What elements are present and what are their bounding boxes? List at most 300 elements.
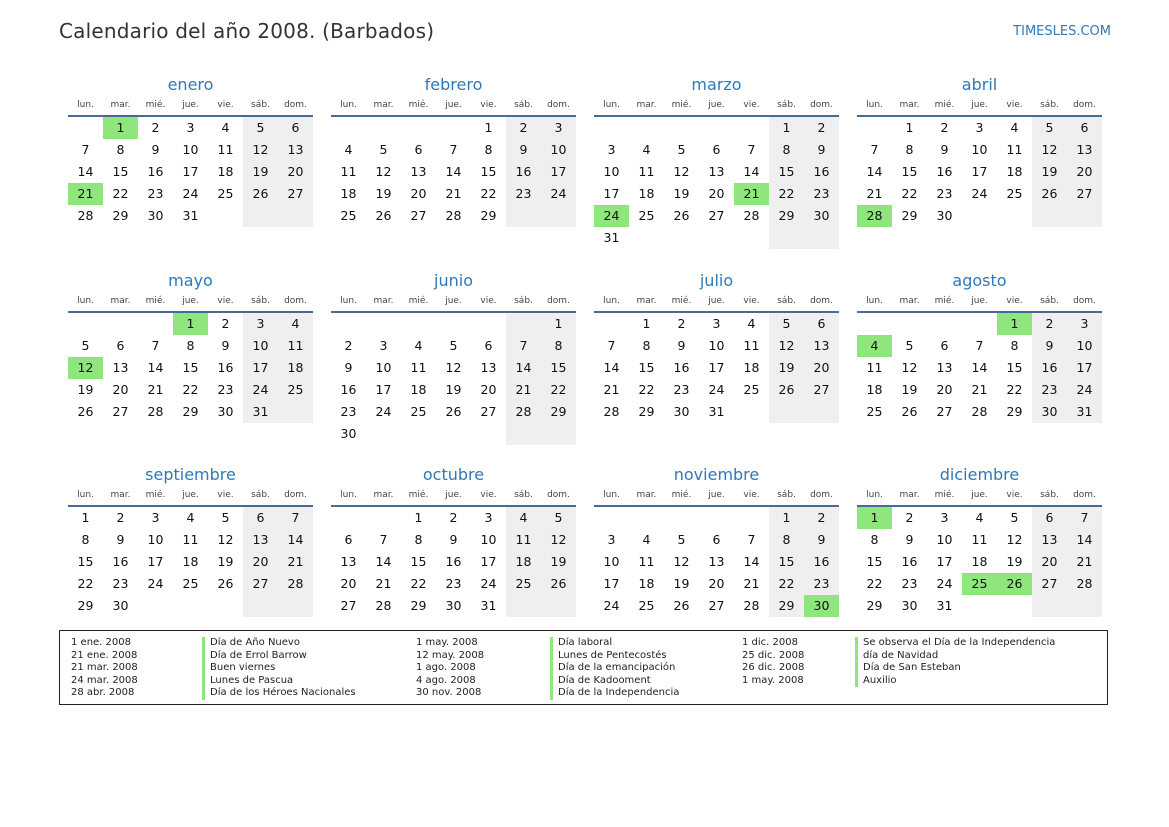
day-cell: 3: [379, 338, 388, 353]
day-cell: 7: [870, 142, 879, 157]
day-cell: 21: [866, 186, 883, 201]
empty-day-cell: [594, 507, 629, 529]
weekday-label: mar.: [110, 490, 131, 500]
legend-entry: 26 dic. 2008: [742, 662, 805, 673]
empty-day-cell: [629, 227, 664, 249]
day-cell: 23: [147, 186, 164, 201]
day-cell: 16: [901, 554, 918, 569]
day-cell: 25: [743, 382, 760, 397]
month-name: noviembre: [673, 465, 760, 484]
weekday-label: vie.: [480, 490, 497, 500]
page-title: Calendario del año 2008. (Barbados): [59, 19, 435, 43]
empty-day-cell: [366, 313, 401, 335]
day-cell: 26: [673, 208, 690, 223]
legend-names-3: [855, 637, 1055, 687]
weekday-label: dom.: [547, 296, 570, 306]
weekday-label: lun.: [77, 490, 94, 500]
day-cell: 28: [603, 404, 620, 419]
weekday-label: vie.: [1006, 490, 1023, 500]
weekday-label: mié.: [408, 490, 429, 500]
day-cell: 7: [81, 142, 90, 157]
month-septiembre: [68, 463, 313, 653]
months-grid: [68, 73, 1102, 653]
holiday-day-cell: 1: [103, 117, 138, 139]
day-cell: 12: [673, 554, 690, 569]
day-cell: 19: [1032, 161, 1067, 183]
day-cell: 3: [1067, 313, 1102, 335]
day-cell: 22: [77, 576, 94, 591]
day-cell: 23: [804, 183, 839, 205]
weekday-label: mié.: [145, 296, 166, 306]
site-link[interactable]: TIMESLES.COM: [1013, 24, 1111, 39]
weekday-header: [594, 293, 839, 313]
day-cell: 24: [708, 382, 725, 397]
empty-day-cell: [471, 423, 506, 445]
day-cell: 3: [484, 510, 493, 525]
day-cell: 16: [112, 554, 129, 569]
day-cell: 21: [278, 551, 313, 573]
empty-day-cell: [401, 313, 436, 335]
holiday-day-cell: 4: [857, 335, 892, 357]
day-cell: 9: [905, 532, 914, 547]
day-cell: 6: [484, 338, 493, 353]
day-cell: 16: [1032, 357, 1067, 379]
weekday-label: vie.: [1006, 100, 1023, 110]
day-cell: 25: [638, 208, 655, 223]
day-cell: 25: [866, 404, 883, 419]
day-cell: 19: [77, 382, 94, 397]
weekday-label: lun.: [603, 100, 620, 110]
day-cell: 7: [506, 335, 541, 357]
day-cell: 23: [804, 573, 839, 595]
day-cell: 29: [182, 404, 199, 419]
day-cell: 25: [217, 186, 234, 201]
empty-day-cell: [541, 205, 576, 227]
weekday-label: sáb.: [514, 100, 533, 110]
legend-entry: 12 may. 2008: [416, 649, 485, 661]
day-cell: 2: [449, 510, 458, 525]
day-cell: 29: [112, 208, 129, 223]
weekday-label: jue.: [182, 100, 199, 110]
month-name: marzo: [691, 75, 742, 94]
day-cell: 29: [541, 401, 576, 423]
day-cell: 30: [936, 208, 953, 223]
empty-day-cell: [471, 313, 506, 335]
day-cell: 27: [708, 208, 725, 223]
day-cell: 20: [480, 382, 497, 397]
day-cell: 10: [147, 532, 164, 547]
weekday-header: [594, 487, 839, 507]
empty-day-cell: [962, 313, 997, 335]
empty-day-cell: [594, 117, 629, 139]
day-cell: 4: [186, 510, 195, 525]
legend-entry: Lunes de Pascua: [202, 675, 356, 688]
legend-entry: 1 ago. 2008: [416, 662, 476, 673]
weekday-label: mar.: [636, 100, 657, 110]
day-cell: 27: [1067, 183, 1102, 205]
day-cell: 16: [804, 551, 839, 573]
day-cell: 17: [708, 360, 725, 375]
day-cell: 9: [151, 142, 160, 157]
month-noviembre: [594, 463, 839, 653]
weekday-label: jue.: [182, 490, 199, 500]
weekday-label: lun.: [340, 296, 357, 306]
day-cell: 31: [243, 401, 278, 423]
day-cell: 17: [971, 164, 988, 179]
weekday-label: dom.: [810, 296, 833, 306]
legend-entry: Auxilio: [855, 675, 1055, 688]
weekday-label: mié.: [145, 490, 166, 500]
day-grid: [331, 507, 576, 617]
day-cell: 10: [375, 360, 392, 375]
weekday-label: mié.: [408, 100, 429, 110]
weekday-label: mié.: [671, 296, 692, 306]
day-cell: 9: [804, 139, 839, 161]
month-mayo: [68, 269, 313, 463]
empty-day-cell: [401, 423, 436, 445]
day-cell: 22: [638, 382, 655, 397]
day-cell: 20: [1032, 551, 1067, 573]
weekday-label: mar.: [110, 100, 131, 110]
empty-day-cell: [506, 313, 541, 335]
day-cell: 29: [638, 404, 655, 419]
weekday-label: mar.: [899, 100, 920, 110]
empty-day-cell: [699, 507, 734, 529]
day-cell: 13: [243, 529, 278, 551]
day-cell: 13: [936, 360, 953, 375]
day-cell: 14: [77, 164, 94, 179]
legend-entry: Día laboral: [550, 637, 679, 650]
day-cell: 7: [607, 338, 616, 353]
weekday-label: vie.: [217, 100, 234, 110]
day-cell: 9: [804, 529, 839, 551]
legend-dates-3: [742, 637, 804, 687]
legend-entry: 24 mar. 2008: [71, 674, 138, 686]
day-cell: 5: [449, 338, 458, 353]
empty-day-cell: [629, 117, 664, 139]
day-cell: 6: [243, 507, 278, 529]
day-cell: 19: [769, 357, 804, 379]
day-cell: 29: [480, 208, 497, 223]
day-cell: 2: [151, 120, 160, 135]
day-cell: 26: [77, 404, 94, 419]
day-cell: 7: [151, 338, 160, 353]
day-cell: 2: [905, 510, 914, 525]
day-cell: 6: [712, 142, 721, 157]
weekday-header: [331, 487, 576, 507]
holiday-day-cell: 26: [997, 573, 1032, 595]
day-cell: 3: [940, 510, 949, 525]
weekday-label: lun.: [77, 296, 94, 306]
legend-entry: Día de Errol Barrow: [202, 650, 356, 663]
empty-day-cell: [243, 595, 278, 617]
weekday-label: jue.: [708, 100, 725, 110]
day-cell: 29: [1006, 404, 1023, 419]
day-cell: 22: [410, 576, 427, 591]
day-cell: 27: [480, 404, 497, 419]
day-cell: 8: [484, 142, 493, 157]
legend-entry: Día de la emancipación: [550, 662, 679, 675]
day-cell: 26: [673, 598, 690, 613]
day-cell: 30: [804, 205, 839, 227]
empty-day-cell: [331, 117, 366, 139]
day-cell: 8: [116, 142, 125, 157]
day-cell: 6: [344, 532, 353, 547]
day-cell: 19: [673, 576, 690, 591]
day-cell: 20: [936, 382, 953, 397]
empty-day-cell: [699, 117, 734, 139]
holiday-day-cell: 25: [962, 573, 997, 595]
weekday-label: mar.: [899, 490, 920, 500]
weekday-label: mar.: [373, 296, 394, 306]
weekday-label: dom.: [1073, 490, 1096, 500]
day-cell: 10: [1067, 335, 1102, 357]
day-cell: 10: [936, 532, 953, 547]
day-cell: 2: [804, 117, 839, 139]
empty-day-cell: [1032, 205, 1067, 227]
legend-entry: 1 may. 2008: [416, 637, 478, 648]
day-cell: 27: [410, 208, 427, 223]
day-cell: 2: [677, 316, 686, 331]
day-cell: 11: [638, 554, 655, 569]
empty-day-cell: [68, 313, 103, 335]
day-cell: 5: [379, 142, 388, 157]
day-cell: 9: [940, 142, 949, 157]
weekday-label: sáb.: [777, 490, 796, 500]
day-cell: 10: [541, 139, 576, 161]
holiday-day-cell: 24: [594, 205, 629, 227]
day-cell: 1: [769, 507, 804, 529]
weekday-label: dom.: [284, 490, 307, 500]
empty-day-cell: [278, 595, 313, 617]
weekday-header: [68, 487, 313, 507]
empty-day-cell: [997, 595, 1032, 617]
empty-day-cell: [857, 117, 892, 139]
legend-entry: 21 ene. 2008: [71, 649, 138, 661]
month-diciembre: [857, 463, 1102, 653]
day-cell: 23: [340, 404, 357, 419]
empty-day-cell: [138, 595, 173, 617]
day-cell: 24: [971, 186, 988, 201]
day-cell: 24: [541, 183, 576, 205]
day-grid: [331, 117, 576, 227]
empty-day-cell: [541, 423, 576, 445]
day-cell: 24: [480, 576, 497, 591]
day-cell: 31: [603, 230, 620, 245]
weekday-label: sáb.: [777, 100, 796, 110]
day-cell: 17: [541, 161, 576, 183]
weekday-label: lun.: [340, 100, 357, 110]
day-cell: 29: [77, 598, 94, 613]
weekday-label: jue.: [971, 296, 988, 306]
day-cell: 9: [506, 139, 541, 161]
weekday-header: [68, 293, 313, 313]
day-cell: 13: [112, 360, 129, 375]
weekday-label: mar.: [110, 296, 131, 306]
weekday-label: mar.: [373, 490, 394, 500]
weekday-label: vie.: [743, 296, 760, 306]
day-cell: 25: [506, 573, 541, 595]
day-cell: 4: [221, 120, 230, 135]
day-cell: 28: [445, 208, 462, 223]
day-cell: 11: [638, 164, 655, 179]
day-cell: 5: [243, 117, 278, 139]
day-cell: 12: [217, 532, 234, 547]
empty-day-cell: [699, 227, 734, 249]
day-cell: 20: [340, 576, 357, 591]
month-junio: [331, 269, 576, 463]
day-cell: 11: [340, 164, 357, 179]
empty-day-cell: [138, 313, 173, 335]
day-cell: 13: [708, 164, 725, 179]
weekday-label: jue.: [182, 296, 199, 306]
day-grid: [331, 313, 576, 445]
day-cell: 15: [769, 161, 804, 183]
day-cell: 24: [243, 379, 278, 401]
day-cell: 1: [769, 117, 804, 139]
day-cell: 11: [410, 360, 427, 375]
day-cell: 5: [541, 507, 576, 529]
day-cell: 18: [506, 551, 541, 573]
empty-day-cell: [734, 507, 769, 529]
day-cell: 25: [340, 208, 357, 223]
day-cell: 18: [971, 554, 988, 569]
day-cell: 25: [278, 379, 313, 401]
weekday-label: vie.: [217, 296, 234, 306]
month-name: abril: [961, 75, 998, 94]
day-cell: 9: [1032, 335, 1067, 357]
day-cell: 27: [112, 404, 129, 419]
empty-day-cell: [436, 117, 471, 139]
day-grid: [594, 117, 839, 249]
empty-day-cell: [366, 423, 401, 445]
day-cell: 14: [445, 164, 462, 179]
weekday-label: dom.: [810, 100, 833, 110]
weekday-label: lun.: [603, 296, 620, 306]
day-cell: 22: [182, 382, 199, 397]
day-cell: 26: [541, 573, 576, 595]
month-name: agosto: [952, 271, 1007, 290]
weekday-label: jue.: [445, 296, 462, 306]
day-cell: 7: [449, 142, 458, 157]
weekday-label: vie.: [743, 490, 760, 500]
day-cell: 7: [379, 532, 388, 547]
legend-entry: 1 may. 2008: [742, 674, 804, 686]
day-cell: 13: [410, 164, 427, 179]
day-cell: 5: [677, 142, 686, 157]
day-cell: 12: [445, 360, 462, 375]
day-cell: 24: [1067, 379, 1102, 401]
day-cell: 7: [747, 532, 756, 547]
day-cell: 23: [445, 576, 462, 591]
empty-day-cell: [506, 595, 541, 617]
weekday-label: vie.: [480, 100, 497, 110]
holiday-day-cell: 30: [804, 595, 839, 617]
day-cell: 12: [769, 335, 804, 357]
day-cell: 17: [936, 554, 953, 569]
day-cell: 2: [940, 120, 949, 135]
day-cell: 26: [769, 379, 804, 401]
day-cell: 15: [410, 554, 427, 569]
day-cell: 23: [901, 576, 918, 591]
empty-day-cell: [436, 423, 471, 445]
day-cell: 19: [1006, 554, 1023, 569]
day-cell: 10: [182, 142, 199, 157]
day-cell: 24: [936, 576, 953, 591]
day-cell: 3: [243, 313, 278, 335]
day-cell: 14: [1067, 529, 1102, 551]
day-cell: 31: [182, 208, 199, 223]
day-cell: 10: [243, 335, 278, 357]
weekday-label: lun.: [866, 100, 883, 110]
day-cell: 4: [747, 316, 756, 331]
day-cell: 3: [151, 510, 160, 525]
day-cell: 19: [217, 554, 234, 569]
day-cell: 26: [217, 576, 234, 591]
day-cell: 11: [182, 532, 199, 547]
weekday-label: lun.: [866, 296, 883, 306]
weekday-label: dom.: [547, 100, 570, 110]
day-cell: 18: [410, 382, 427, 397]
day-cell: 31: [480, 598, 497, 613]
day-cell: 12: [1006, 532, 1023, 547]
weekday-label: sáb.: [1040, 100, 1059, 110]
empty-day-cell: [331, 507, 366, 529]
day-cell: 23: [673, 382, 690, 397]
day-cell: 20: [708, 576, 725, 591]
day-cell: 2: [221, 316, 230, 331]
weekday-header: [857, 293, 1102, 313]
day-cell: 11: [743, 338, 760, 353]
day-cell: 5: [221, 510, 230, 525]
day-cell: 24: [375, 404, 392, 419]
empty-day-cell: [769, 227, 804, 249]
day-cell: 14: [971, 360, 988, 375]
legend-entry: 30 nov. 2008: [416, 687, 482, 698]
day-cell: 28: [971, 404, 988, 419]
day-cell: 30: [217, 404, 234, 419]
day-cell: 28: [743, 208, 760, 223]
weekday-label: jue.: [445, 100, 462, 110]
day-cell: 5: [769, 313, 804, 335]
weekday-label: lun.: [340, 490, 357, 500]
day-cell: 10: [480, 532, 497, 547]
day-cell: 17: [375, 382, 392, 397]
day-cell: 27: [340, 598, 357, 613]
weekday-label: mar.: [636, 296, 657, 306]
day-cell: 16: [445, 554, 462, 569]
day-cell: 2: [506, 117, 541, 139]
weekday-label: mié.: [408, 296, 429, 306]
day-cell: 11: [217, 142, 234, 157]
day-cell: 18: [743, 360, 760, 375]
month-julio: [594, 269, 839, 463]
empty-day-cell: [541, 595, 576, 617]
month-febrero: [331, 73, 576, 269]
day-grid: [68, 117, 313, 227]
weekday-label: sáb.: [777, 296, 796, 306]
weekday-label: jue.: [971, 100, 988, 110]
day-cell: 4: [975, 510, 984, 525]
day-cell: 18: [866, 382, 883, 397]
legend-entry: día de Navidad: [855, 650, 1055, 663]
weekday-label: mié.: [934, 490, 955, 500]
day-cell: 21: [375, 576, 392, 591]
holiday-legend: [59, 630, 1108, 705]
day-cell: 13: [708, 554, 725, 569]
day-cell: 30: [673, 404, 690, 419]
day-cell: 22: [901, 186, 918, 201]
